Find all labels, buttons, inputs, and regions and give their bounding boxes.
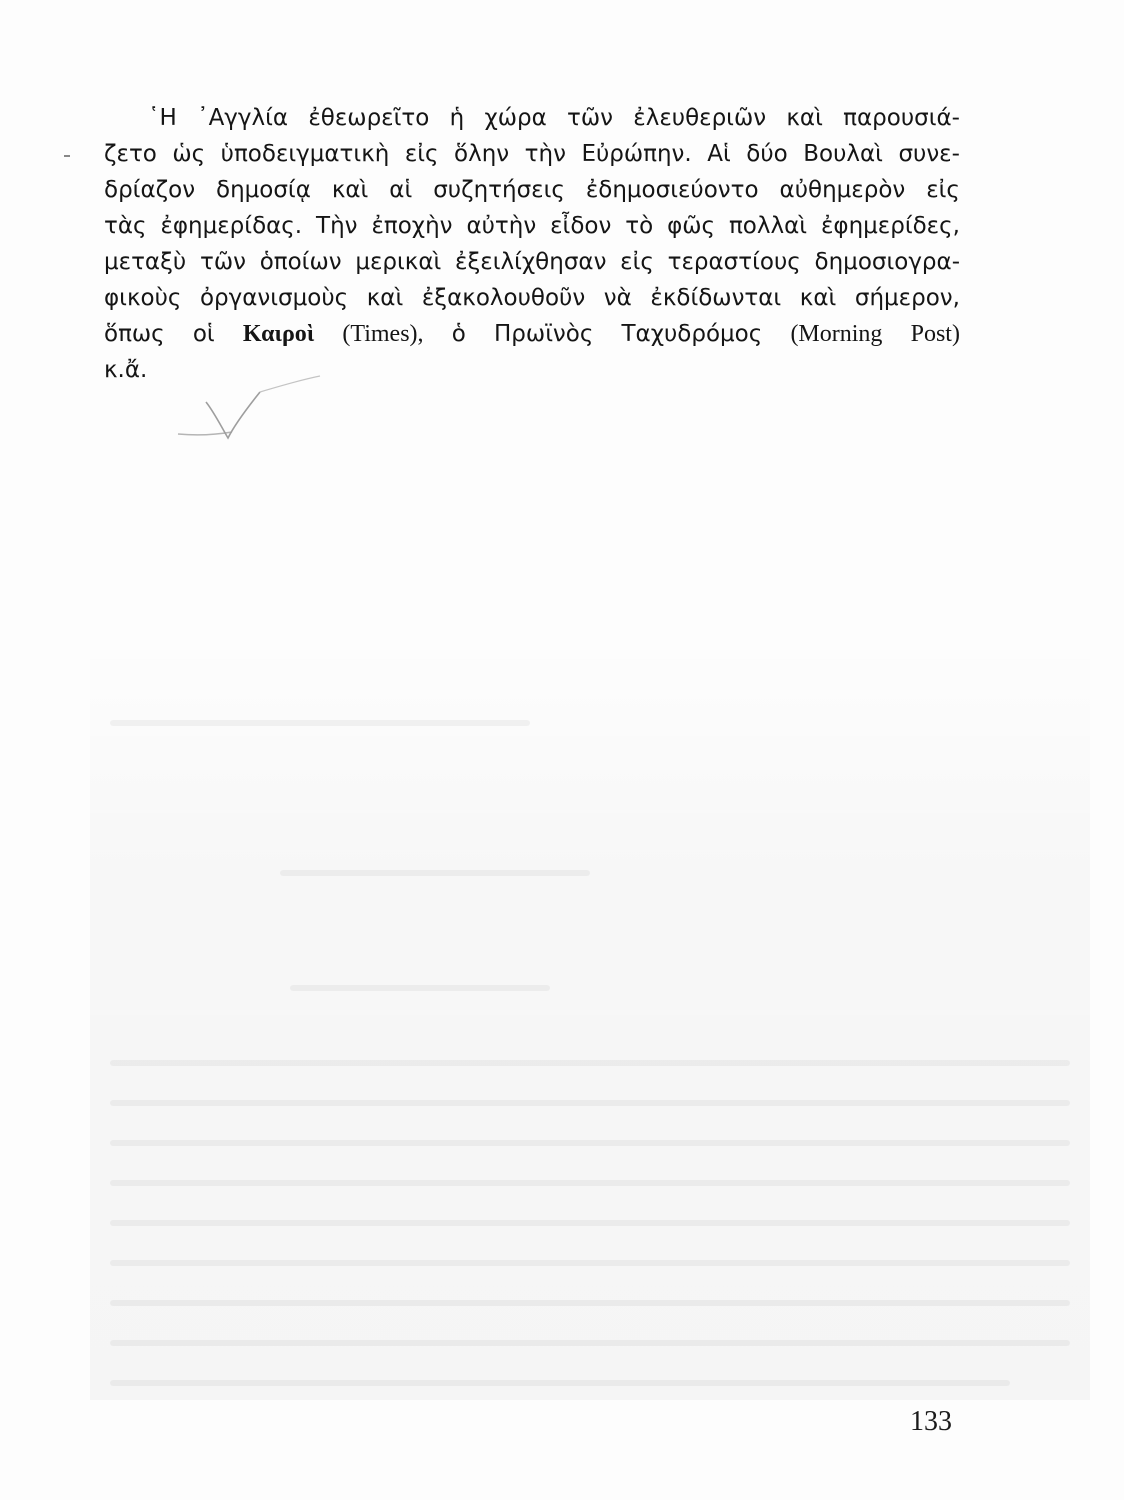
word: κ.ἄ. <box>104 357 148 383</box>
word: τῶν <box>567 105 614 131</box>
newspaper-name-bold: Καιροὶ <box>242 321 315 347</box>
word: μεταξὺ <box>104 249 187 275</box>
show-through-line <box>290 985 550 991</box>
word: μερικαὶ <box>355 249 442 275</box>
reverse-page-show-through <box>90 640 1090 1400</box>
word: Βουλαὶ <box>803 141 883 167</box>
word: ὀργανισμοὺς <box>199 285 349 311</box>
show-through-line <box>110 1300 1070 1306</box>
text-line-3 <box>104 172 960 208</box>
text-line-1 <box>104 100 960 136</box>
word: ὁποίων <box>259 249 342 275</box>
word: Αἱ <box>707 141 731 167</box>
show-through-line <box>110 1060 1070 1066</box>
word: σήμερον, <box>854 285 960 311</box>
word: πολλαὶ <box>728 213 808 239</box>
show-through-line <box>110 1260 1070 1266</box>
word: ἐξειλίχθησαν <box>455 249 607 275</box>
show-through-line <box>110 1340 1070 1346</box>
show-through-line <box>110 1100 1070 1106</box>
word: αἱ <box>389 177 413 203</box>
word: ἐδημοσιεύοντο <box>585 177 759 203</box>
word: εἰς <box>926 177 960 203</box>
word: συζητήσεις <box>433 177 565 203</box>
show-through-line <box>110 1140 1070 1146</box>
text-line-7 <box>104 316 960 352</box>
word: ζετο <box>104 141 157 167</box>
word: ἐξακολουθοῦν <box>421 285 586 311</box>
text-line-5 <box>104 244 960 280</box>
word: ὑποδειγματικὴ <box>220 141 390 167</box>
word: ὅπως <box>104 321 165 347</box>
show-through-line <box>280 870 590 876</box>
word: ἐθεωρεῖτο <box>308 105 430 131</box>
word: ἐκδίδωνται <box>650 285 782 311</box>
word: αὐθημερὸν <box>779 177 906 203</box>
word: τὰς <box>104 213 147 239</box>
word: δύο <box>746 141 788 167</box>
word: ἐφημερίδες, <box>820 213 960 239</box>
word: εἰς <box>404 141 439 167</box>
word: ὅλην <box>454 141 510 167</box>
word: Τὴν <box>316 213 358 239</box>
word: ὡς <box>172 141 206 167</box>
show-through-line <box>110 1380 1010 1386</box>
word: φῶς <box>667 213 716 239</box>
word: καὶ <box>331 177 369 203</box>
body-paragraph <box>104 100 960 388</box>
word: (Morning <box>790 321 883 347</box>
word: ἐφημερίδας. <box>160 213 303 239</box>
word: Post) <box>910 321 960 347</box>
word: εἰς <box>620 249 654 275</box>
text-line-2 <box>104 136 960 172</box>
word: τὴν <box>524 141 566 167</box>
show-through-line <box>110 720 530 726</box>
pencil-checkmark-icon <box>170 372 330 452</box>
word: καὶ <box>786 105 823 131</box>
word: τὸ <box>625 213 654 239</box>
show-through-line <box>110 1220 1070 1226</box>
word: Εὐρώπην. <box>581 141 692 167</box>
show-through-line <box>110 1180 1070 1186</box>
word: ὁ <box>451 321 466 347</box>
word: οἱ <box>192 321 215 347</box>
page-number: 133 <box>910 1406 952 1437</box>
word: φικοὺς <box>104 285 182 311</box>
word: παρουσιά- <box>843 105 960 131</box>
word: χώρα <box>484 105 547 131</box>
word: ἐποχὴν <box>371 213 453 239</box>
word: τεραστίους <box>667 249 801 275</box>
word: καὶ <box>366 285 404 311</box>
word: δρίαζον <box>104 177 196 203</box>
word: ἡ <box>449 105 465 131</box>
word: Πρωϊνὸς <box>493 321 594 347</box>
word: (Times), <box>342 321 424 347</box>
text-line-4 <box>104 208 960 244</box>
word: καὶ <box>799 285 837 311</box>
word: δημοσιογρα- <box>814 249 960 275</box>
margin-mark <box>64 155 70 157</box>
word: ᾿Αγγλία <box>197 105 289 131</box>
word: ἐλευθεριῶν <box>633 105 767 131</box>
word: ῾Η <box>148 105 177 131</box>
word: συνε- <box>898 141 960 167</box>
word: νὰ <box>603 285 632 311</box>
word: δημοσίᾳ <box>216 177 311 203</box>
word: Ταχυδρόμος <box>621 321 763 347</box>
text-line-6 <box>104 280 960 316</box>
word: αὐτὴν <box>466 213 537 239</box>
word: τῶν <box>199 249 246 275</box>
word: εἶδον <box>550 213 612 239</box>
